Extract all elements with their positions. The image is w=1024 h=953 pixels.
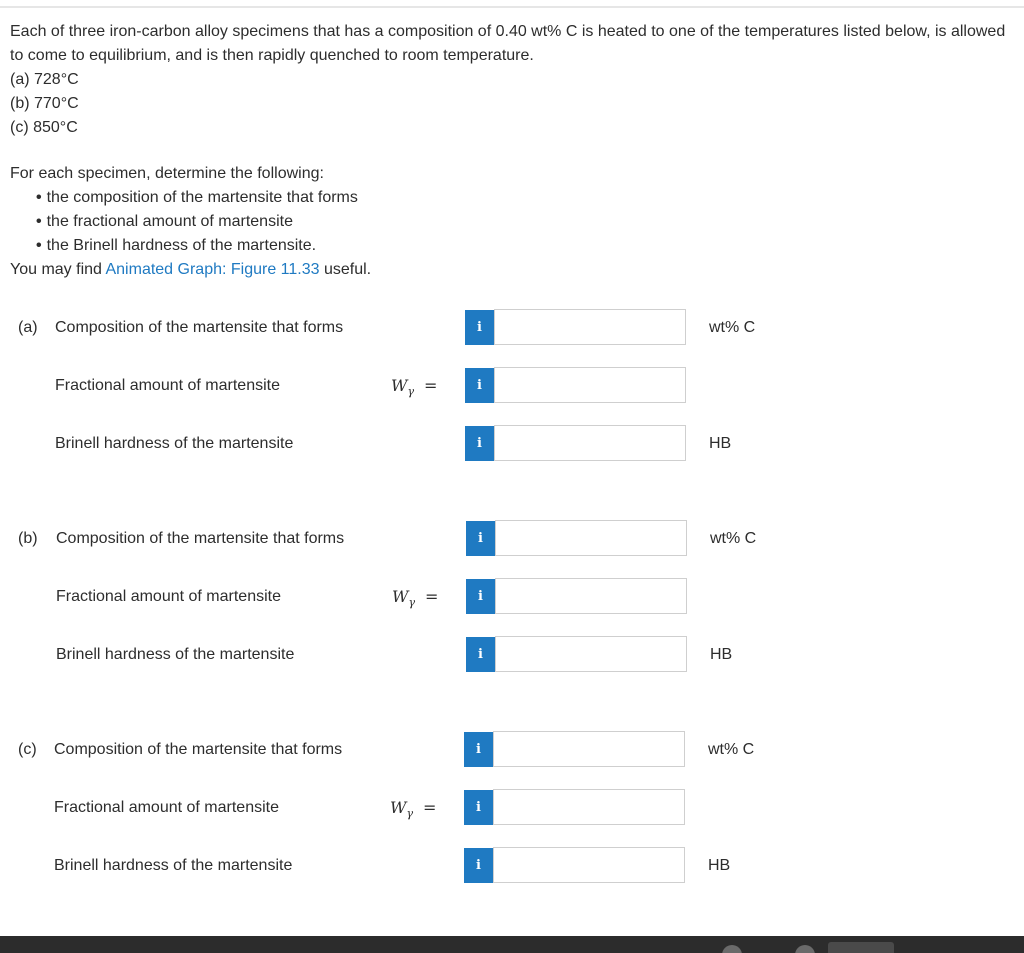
fraction-input-b[interactable] bbox=[495, 578, 687, 614]
question-intro: Each of three iron-carbon alloy specimens that has a composition of 0.40 wt% C is heated to one of the temperatures listed below, is allowed to come to equilibrium, and is then rapidly quenched to room temperature. bbox=[10, 23, 1006, 64]
row-label-hardness: Brinell hardness of the martensite bbox=[55, 435, 294, 452]
composition-input-b[interactable] bbox=[495, 520, 687, 556]
info-icon[interactable]: i bbox=[465, 426, 494, 461]
unit-label: wt% C bbox=[709, 319, 756, 336]
gamma-subscript: γ bbox=[406, 807, 414, 821]
info-icon[interactable]: i bbox=[465, 310, 494, 345]
requirements-list bbox=[10, 186, 1015, 258]
top-divider bbox=[0, 6, 1024, 8]
w-variable: W bbox=[391, 376, 408, 395]
hardness-input-a[interactable] bbox=[494, 425, 686, 461]
gamma-subscript: γ bbox=[408, 596, 416, 610]
unit-label: wt% C bbox=[710, 530, 757, 547]
fraction-input-c[interactable] bbox=[493, 789, 685, 825]
info-icon[interactable]: i bbox=[464, 790, 493, 825]
row-label-composition: Composition of the martensite that forms bbox=[55, 319, 344, 336]
part-a-label: (a) bbox=[18, 319, 38, 336]
info-icon[interactable]: i bbox=[464, 732, 493, 767]
option-a: (a) 728°C bbox=[10, 71, 79, 88]
useful-hint bbox=[10, 258, 1015, 282]
equals-sign: = bbox=[424, 376, 438, 395]
composition-input-a[interactable] bbox=[494, 309, 686, 345]
row-label-fraction: Fractional amount of martensite bbox=[56, 588, 281, 605]
equals-sign: = bbox=[423, 798, 437, 817]
row-label-fraction: Fractional amount of martensite bbox=[55, 377, 280, 394]
question-prompt: For each specimen, determine the following: bbox=[10, 165, 324, 182]
requirement-item: • the fractional amount of martensite bbox=[36, 210, 1015, 234]
unit-label: HB bbox=[709, 435, 732, 452]
unit-label: HB bbox=[710, 646, 733, 663]
info-icon[interactable]: i bbox=[464, 848, 493, 883]
requirement-item: • the Brinell hardness of the martensite. bbox=[36, 234, 1015, 258]
animated-graph-link[interactable]: Animated Graph: Figure 11.33 bbox=[105, 261, 320, 278]
hardness-input-c[interactable] bbox=[493, 847, 685, 883]
w-gamma-symbol bbox=[392, 587, 438, 613]
info-icon[interactable]: i bbox=[465, 368, 494, 403]
part-c-label: (c) bbox=[18, 741, 37, 758]
row-label-fraction: Fractional amount of martensite bbox=[54, 799, 279, 816]
row-label-hardness: Brinell hardness of the martensite bbox=[54, 857, 293, 874]
info-icon[interactable]: i bbox=[466, 521, 495, 556]
question-text bbox=[10, 20, 1015, 282]
toolbar-tab[interactable] bbox=[828, 942, 894, 953]
part-b-label: (b) bbox=[18, 530, 38, 547]
row-label-composition: Composition of the martensite that forms bbox=[56, 530, 345, 547]
composition-input-c[interactable] bbox=[493, 731, 685, 767]
gamma-subscript: γ bbox=[407, 385, 415, 399]
info-icon[interactable]: i bbox=[466, 637, 495, 672]
unit-label: wt% C bbox=[708, 741, 755, 758]
requirement-item: • the composition of the martensite that forms bbox=[36, 186, 1015, 210]
w-gamma-symbol bbox=[390, 798, 436, 824]
option-b: (b) 770°C bbox=[10, 95, 79, 112]
w-variable: W bbox=[390, 798, 407, 817]
w-gamma-symbol bbox=[391, 376, 437, 402]
useful-suffix: useful. bbox=[319, 261, 372, 278]
useful-prefix: You may find bbox=[10, 261, 106, 278]
w-variable: W bbox=[392, 587, 409, 606]
option-c: (c) 850°C bbox=[10, 119, 78, 136]
hardness-input-b[interactable] bbox=[495, 636, 687, 672]
unit-label: HB bbox=[708, 857, 731, 874]
row-label-composition: Composition of the martensite that forms bbox=[54, 741, 343, 758]
equals-sign: = bbox=[425, 587, 439, 606]
row-label-hardness: Brinell hardness of the martensite bbox=[56, 646, 295, 663]
fraction-input-a[interactable] bbox=[494, 367, 686, 403]
info-icon[interactable]: i bbox=[466, 579, 495, 614]
